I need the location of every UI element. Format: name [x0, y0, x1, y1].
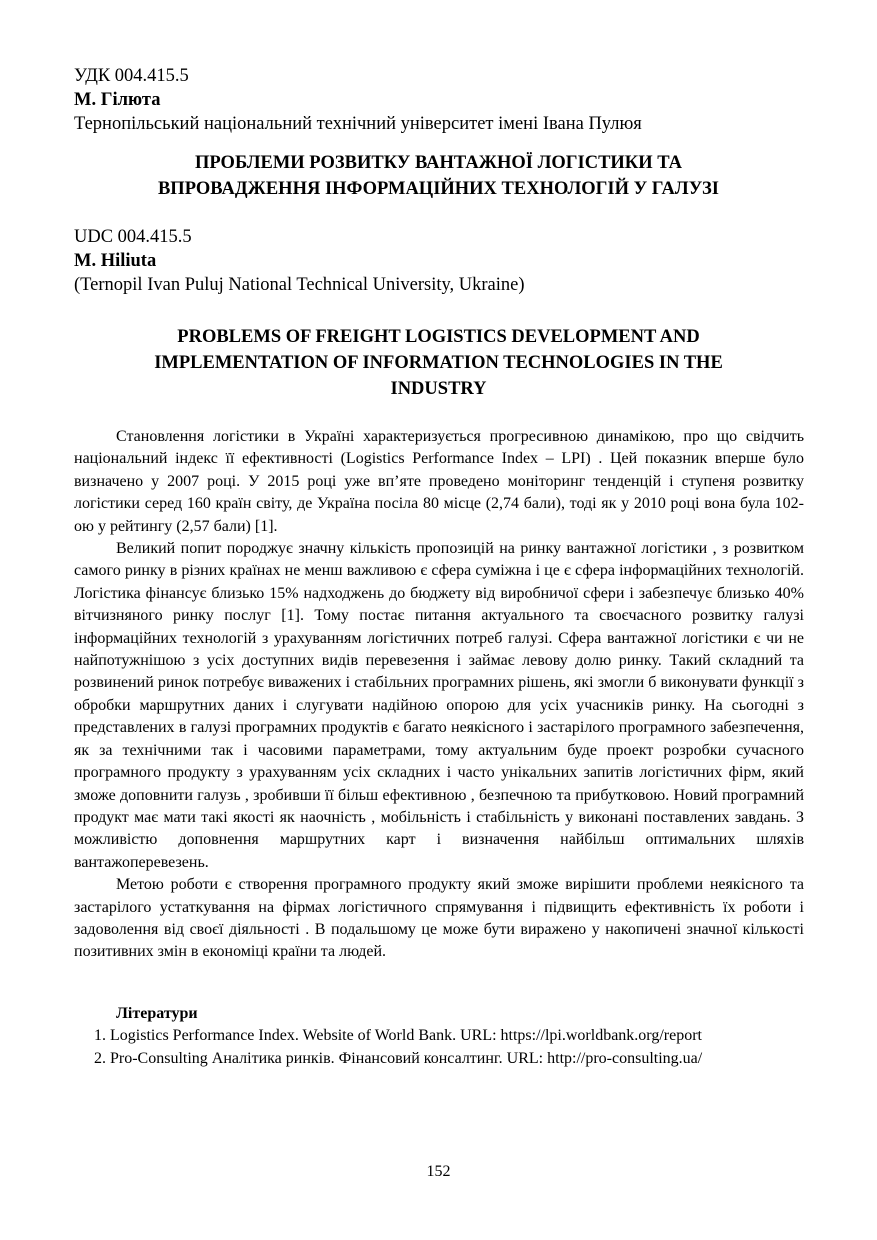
- paragraph-1: Становлення логістики в Україні характеризується прогресивною динамікою, про що свідчить національний індекс її ефективності (Logistics Performance Index – LPI) . Цей показник вперше було визначено у 2007 році. У 2015 році уже вп’яте проведено моніторинг тенденцій і ступеня розвитку логістики серед 160 країн світу, де Україна посіла 80 місце (2,74 бали), тоді як у 2010 році вона була 102-ою у рейтингу (2,57 бали) [1].: [74, 428, 804, 535]
- en-header-block: [74, 225, 525, 297]
- author-name-ua: М. Гілюта: [74, 90, 161, 110]
- references-section: [74, 1003, 814, 1070]
- author-name-en: M. Hiliuta: [74, 251, 157, 271]
- title-ua: [60, 150, 817, 202]
- references-list: [74, 1025, 814, 1070]
- page-number: 152: [426, 1163, 451, 1180]
- title-en-line-2: IMPLEMENTATION OF INFORMATION TECHNOLOGIES IN THE: [154, 353, 723, 373]
- ua-header-block: [74, 64, 642, 136]
- paragraph-2: Великий попит породжує значну кількість пропозицій на ринку вантажної логістики , з розвитком самого ринку в різних країнах не менш важливою є сфера суміжна і це є сфера інформаційних технологій. Логістика фінансує близько 15% надходжень до бюджету від виробничої сфери і забезпечує близько 40% вітчизняного ринку послуг [1]. Тому постає питання актуального та своєчасного розвитку галузі інформаційних технологій з урахуванням логістичних потреб галузі. Сфера вантажної логістики є чи не найпотужнішою з усіх доступних видів перевезення і займає левову долю ринку. Такий складний та розвинений ринок потребує виважених і стабільних програмних рішень, які змогли б виконувати функції з обробки маршрутних даних і слугувати надійною опорою для усіх учасників ринку. На сьогодні з представлених в галузі програмних продуктів є багато неякісного і застарілого програмного забезпечення, як за технічними так і часовими параметрами, тому актуальним буде проект розробки сучасного програмного продукту з урахуванням усіх складних і часто унікальних запитів логістичних фірм, який зможе доповнити галузь , зробивши її більш ефективною , безпечною та прибутковою. Новий програмний продукт має мати такі якості як наочність , мобільність і стабільність у виконані поставлених завдань. З можливістю доповнення маршрутних карт і визначення найбільш оптимальних шляхів вантажоперевезень.: [74, 540, 804, 871]
- title-en-line-1: PROBLEMS OF FREIGHT LOGISTICS DEVELOPMENT AND: [177, 327, 700, 347]
- body-text: [74, 426, 804, 964]
- udc-code: UDC 004.415.5: [74, 227, 192, 247]
- reference-item-1: 1. Logistics Performance Index. Website of World Bank. URL: https://lpi.worldbank.org/report: [110, 1025, 814, 1047]
- title-ua-line-1: ПРОБЛЕМИ РОЗВИТКУ ВАНТАЖНОЇ ЛОГІСТИКИ ТА: [194, 153, 683, 173]
- affiliation-en: (Ternopil Ivan Puluj National Technical University, Ukraine): [74, 275, 525, 295]
- reference-item-2: 2. Pro-Consulting Аналітика ринків. Фінансовий консалтинг. URL: http://pro-consulting.ua/: [110, 1048, 814, 1070]
- title-en: [60, 324, 817, 402]
- title-en-line-3: INDUSTRY: [390, 379, 487, 399]
- title-ua-line-2: ВПРОВАДЖЕННЯ ІНФОРМАЦІЙНИХ ТЕХНОЛОГІЙ У ГАЛУЗІ: [157, 179, 720, 199]
- affiliation-ua: Тернопільський національний технічний університет імені Івана Пулюя: [74, 114, 642, 134]
- udk-code: УДК 004.415.5: [74, 66, 189, 86]
- references-heading: Літератури: [116, 1005, 198, 1022]
- paragraph-3: Метою роботи є створення програмного продукту який зможе вирішити проблеми неякісного та застарілого устаткування на фірмах логістичного спрямування і підвищить ефективність їх роботи і задоволення від своєї діяльності . В подальшому це може бути виражено у накопичені значної кількості позитивних змін в економіці країни та людей.: [74, 876, 804, 961]
